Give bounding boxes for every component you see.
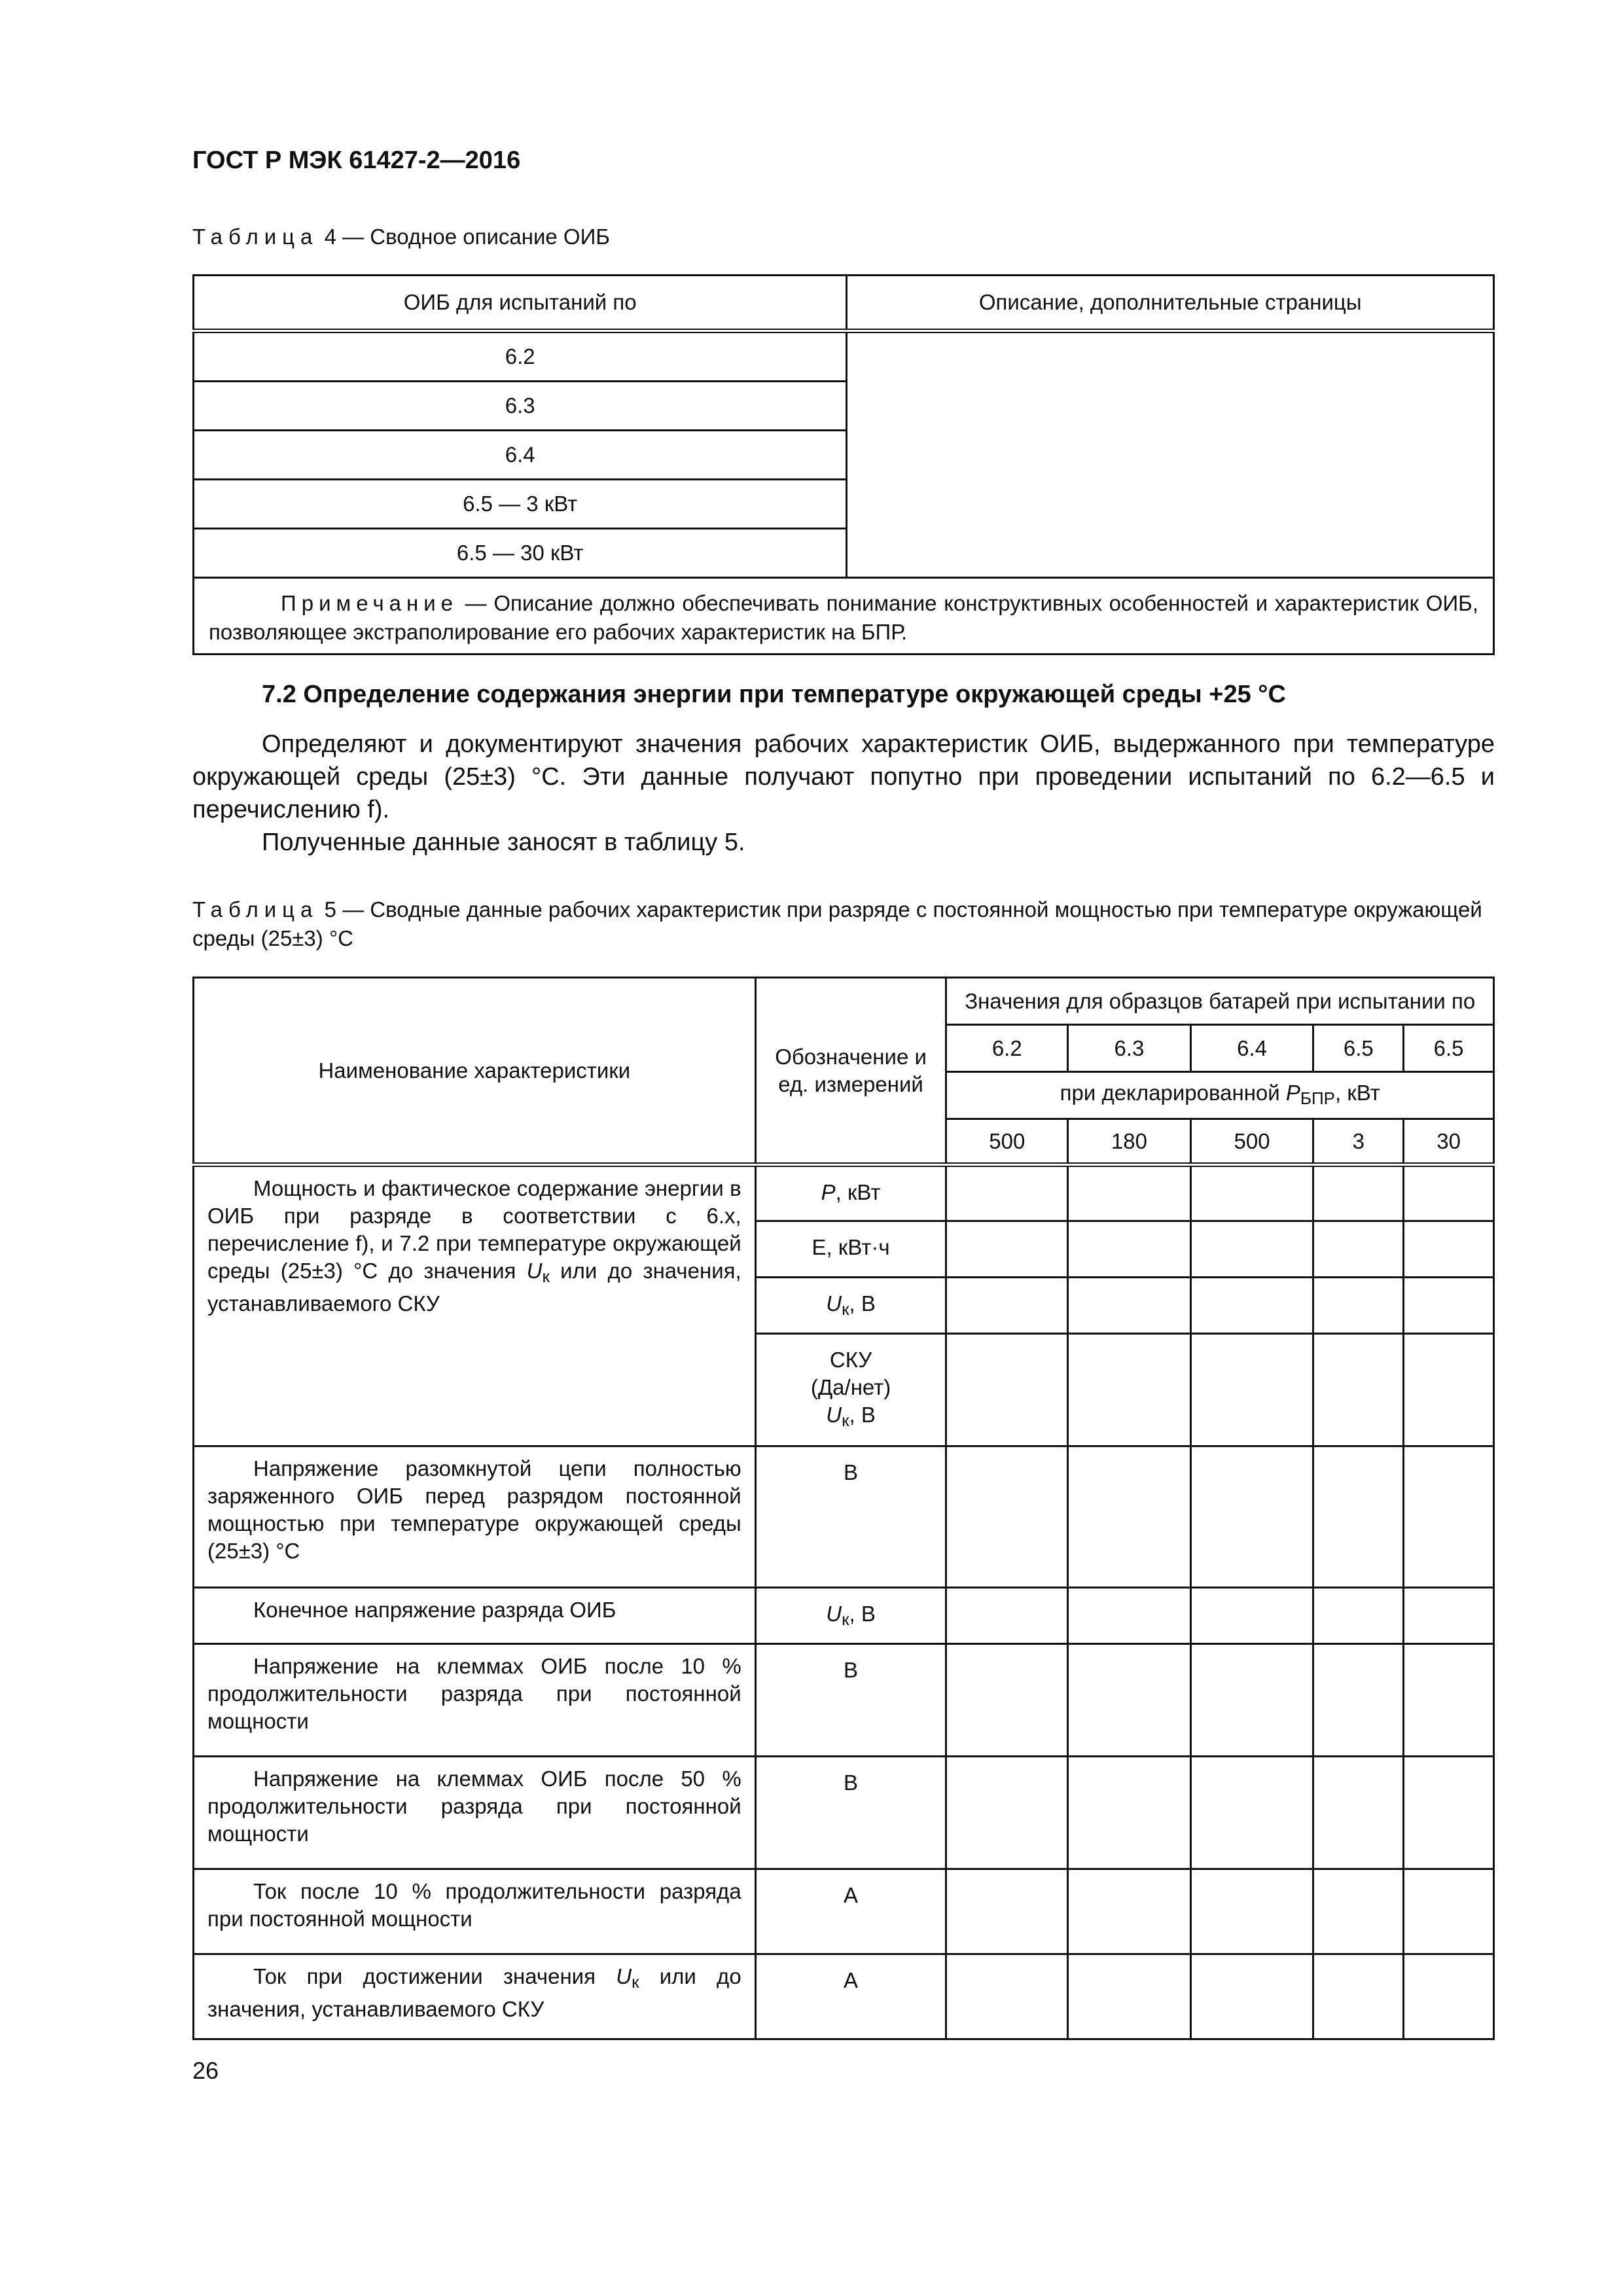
table5-value-cell[interactable] (1190, 1165, 1313, 1221)
table5-caption (192, 895, 1495, 953)
table5-header-values: Значения для образцов батарей при испытании по (946, 978, 1494, 1025)
table5-value-cell[interactable] (1068, 1165, 1191, 1221)
table4-caption-label: Таблица (192, 224, 319, 249)
section-heading: 7.2 Определение содержания энергии при температуре окружающей среды +25 °С (262, 681, 1286, 708)
table5-row-name (194, 1644, 756, 1757)
table5-header-test: 6.4 (1190, 1025, 1313, 1072)
table5-value-cell[interactable] (1068, 1644, 1191, 1757)
table5-value-cell[interactable] (1190, 1644, 1313, 1757)
table5-value-cell[interactable] (946, 1278, 1068, 1334)
table4-note-text: — Описание должно обеспечивать понимание конструктивных особенностей и характеристик ОИБ, позволяющее экстраполирование его рабочих характеристик на БПР. (209, 591, 1478, 644)
row-name-text: Напряжение разомкнутой цепи полностью заряженного ОИБ перед разрядом постоянной мощностью при температуре окружающей среды (25±3) °С (207, 1456, 741, 1563)
table5-row-name (194, 1869, 756, 1954)
table5-header-unit-line1: Обозначение и (775, 1044, 927, 1069)
table5-header-power: 3 (1313, 1119, 1404, 1165)
table5-value-cell[interactable] (1068, 1334, 1191, 1446)
table5-row-unit (755, 1165, 946, 1221)
unit-text: , кВт (835, 1180, 881, 1204)
table5-caption-text: 5 — Сводные данные рабочих характеристик при разряде с постоянной мощностью при температуре окружающей среды (25±3) °С (192, 897, 1482, 950)
table5-header-declared-power (946, 1072, 1494, 1119)
declared-power-symbol: P (1285, 1080, 1300, 1105)
row-name-text: Напряжение на клеммах ОИБ после 10 % продолжительности разряда при постоянной мощности (207, 1654, 741, 1733)
row-name-subscript: к (542, 1266, 550, 1286)
row-name-text: или до значения, устанавливаемого СКУ (207, 1259, 741, 1316)
table5-value-cell[interactable] (1190, 1588, 1313, 1644)
table5-value-cell[interactable] (1404, 1644, 1494, 1757)
page-number: 26 (192, 2057, 219, 2084)
table4-description-cell (847, 331, 1494, 578)
section-paragraph-1: Определяют и документируют значения рабочих характеристик ОИБ, выдержанного при температуре окружающей среды (25±3) °С. Эти данные получают попутно при проведении испытаний по 6.2—6.5 и перечислению f). (192, 730, 1495, 823)
table5-row-name (194, 1165, 756, 1446)
table5-row-name (194, 1446, 756, 1588)
table5-header-power: 30 (1404, 1119, 1494, 1165)
table5-caption-label: Таблица (192, 897, 319, 922)
table5-value-cell[interactable] (1404, 1869, 1494, 1954)
table5-value-cell[interactable] (1404, 1446, 1494, 1588)
table5-row-unit (755, 1278, 946, 1334)
table4-col-description: Описание, дополнительные страницы (847, 276, 1494, 331)
unit-subscript: к (842, 1410, 849, 1430)
table5-row-unit: Е, кВт·ч (755, 1221, 946, 1278)
table5-row-name (194, 1954, 756, 2039)
declared-power-unit: , кВт (1335, 1080, 1380, 1105)
table5-value-cell[interactable] (1068, 1954, 1191, 2039)
table5-value-cell[interactable] (1068, 1221, 1191, 1278)
table5-header-test: 6.5 (1404, 1025, 1494, 1072)
row-name-text: Конечное напряжение разряда ОИБ (253, 1598, 616, 1622)
unit-text: , В (849, 1291, 876, 1316)
table5-value-cell[interactable] (946, 1869, 1068, 1954)
unit-text: СКУ (829, 1348, 872, 1372)
table5-value-cell[interactable] (946, 1644, 1068, 1757)
row-name-text: Ток при достижении значения (253, 1964, 616, 1988)
row-name-text: Мощность и фактическое содержание энергии в ОИБ при разряде в соответствии с 6.x, перечисление f), и 7.2 при температуре окружающей среды (25±3) °С до значения (207, 1176, 741, 1283)
unit-subscript: к (842, 1299, 849, 1319)
document-id: ГОСТ Р МЭК 61427-2—2016 (192, 147, 521, 174)
unit-text: , В (849, 1403, 876, 1427)
table5-row-unit: В (755, 1757, 946, 1869)
table5-value-cell[interactable] (1068, 1446, 1191, 1588)
row-name-symbol: U (526, 1259, 543, 1283)
table5-value-cell[interactable] (1068, 1278, 1191, 1334)
table5-value-cell[interactable] (1190, 1446, 1313, 1588)
table5-value-cell[interactable] (1313, 1954, 1404, 2039)
table5-row-unit: А (755, 1954, 946, 2039)
table5-value-cell[interactable] (1313, 1446, 1404, 1588)
unit-text: (Да/нет) (810, 1375, 891, 1399)
table4-row-test: 6.5 — 3 кВт (194, 480, 847, 529)
table5-value-cell[interactable] (1404, 1278, 1494, 1334)
table5-value-cell[interactable] (1404, 1757, 1494, 1869)
unit-symbol: P (821, 1180, 836, 1204)
table5-value-cell[interactable] (1313, 1644, 1404, 1757)
table4-caption-text: 4 — Сводное описание ОИБ (324, 224, 610, 249)
table5-header-power: 500 (1190, 1119, 1313, 1165)
unit-symbol: U (826, 1602, 842, 1626)
table5-value-cell[interactable] (946, 1954, 1068, 2039)
row-name-text: или до значения, устанавливаемого СКУ (207, 1964, 741, 2021)
row-name-text: Ток после 10 % продолжительности разряда при постоянной мощности (207, 1879, 741, 1931)
unit-subscript: к (842, 1609, 849, 1629)
row-name-text: Напряжение на клеммах ОИБ после 50 % продолжительности разряда при постоянной мощности (207, 1767, 741, 1846)
declared-power-text: при декларированной (1060, 1080, 1286, 1105)
table5-value-cell[interactable] (1404, 1588, 1494, 1644)
table5-row-unit (755, 1588, 946, 1644)
table5-header-power: 500 (946, 1119, 1068, 1165)
table4-note-label: Примечание (281, 591, 459, 615)
table5-value-cell[interactable] (1404, 1334, 1494, 1446)
table5-header-test: 6.3 (1068, 1025, 1191, 1072)
table5-value-cell[interactable] (1404, 1221, 1494, 1278)
table5-header-test: 6.2 (946, 1025, 1068, 1072)
table5-value-cell[interactable] (1404, 1165, 1494, 1221)
table5-row-unit: А (755, 1869, 946, 1954)
table5-value-cell[interactable] (1190, 1954, 1313, 2039)
table5-row-unit: В (755, 1446, 946, 1588)
table5-value-cell[interactable] (1068, 1869, 1191, 1954)
table5-value-cell[interactable] (1313, 1757, 1404, 1869)
table4-row-test: 6.2 (194, 331, 847, 382)
table5-performance (192, 977, 1495, 2040)
table5-row-name (194, 1757, 756, 1869)
table5-value-cell[interactable] (1190, 1278, 1313, 1334)
table4-caption (192, 223, 1495, 251)
table5-value-cell[interactable] (946, 1221, 1068, 1278)
table4-row-test: 6.5 — 30 кВт (194, 529, 847, 578)
table5-header-unit-line2: ед. измерений (778, 1071, 923, 1096)
table4-note (194, 578, 1494, 655)
row-name-subscript: к (632, 1972, 639, 1992)
table5-row-unit: В (755, 1644, 946, 1757)
table5-row-name (194, 1588, 756, 1644)
table5-value-cell[interactable] (946, 1446, 1068, 1588)
table5-value-cell[interactable] (1404, 1954, 1494, 2039)
unit-symbol: U (826, 1291, 842, 1316)
table5-value-cell[interactable] (1068, 1757, 1191, 1869)
table5-header-power: 180 (1068, 1119, 1191, 1165)
table5-value-cell[interactable] (1313, 1334, 1404, 1446)
section-paragraph-2: Полученные данные заносят в таблицу 5. (262, 829, 745, 856)
table5-value-cell[interactable] (1313, 1588, 1404, 1644)
table5-header-name: Наименование характеристики (194, 978, 756, 1165)
table4-col-oib: ОИБ для испытаний по (194, 276, 847, 331)
row-name-symbol: U (616, 1964, 632, 1988)
table5-value-cell[interactable] (1313, 1869, 1404, 1954)
table5-value-cell[interactable] (1190, 1221, 1313, 1278)
table5-value-cell[interactable] (1313, 1165, 1404, 1221)
table4-row-test: 6.3 (194, 382, 847, 431)
table5-value-cell[interactable] (946, 1757, 1068, 1869)
table5-value-cell[interactable] (1190, 1869, 1313, 1954)
table5-value-cell[interactable] (1190, 1757, 1313, 1869)
declared-power-subscript: БПР (1300, 1088, 1335, 1108)
unit-symbol: U (826, 1403, 842, 1427)
table5-value-cell[interactable] (946, 1165, 1068, 1221)
table5-value-cell[interactable] (1068, 1588, 1191, 1644)
table5-row-unit (755, 1334, 946, 1446)
table5-header-unit (755, 978, 946, 1165)
table4-row-test: 6.4 (194, 431, 847, 480)
table5-value-cell[interactable] (1190, 1334, 1313, 1446)
table5-value-cell[interactable] (1313, 1221, 1404, 1278)
table5-header-test: 6.5 (1313, 1025, 1404, 1072)
unit-text: , В (849, 1602, 876, 1626)
table5-value-cell[interactable] (1313, 1278, 1404, 1334)
table5-value-cell[interactable] (946, 1588, 1068, 1644)
table4-summary (192, 274, 1495, 655)
table5-value-cell[interactable] (946, 1334, 1068, 1446)
